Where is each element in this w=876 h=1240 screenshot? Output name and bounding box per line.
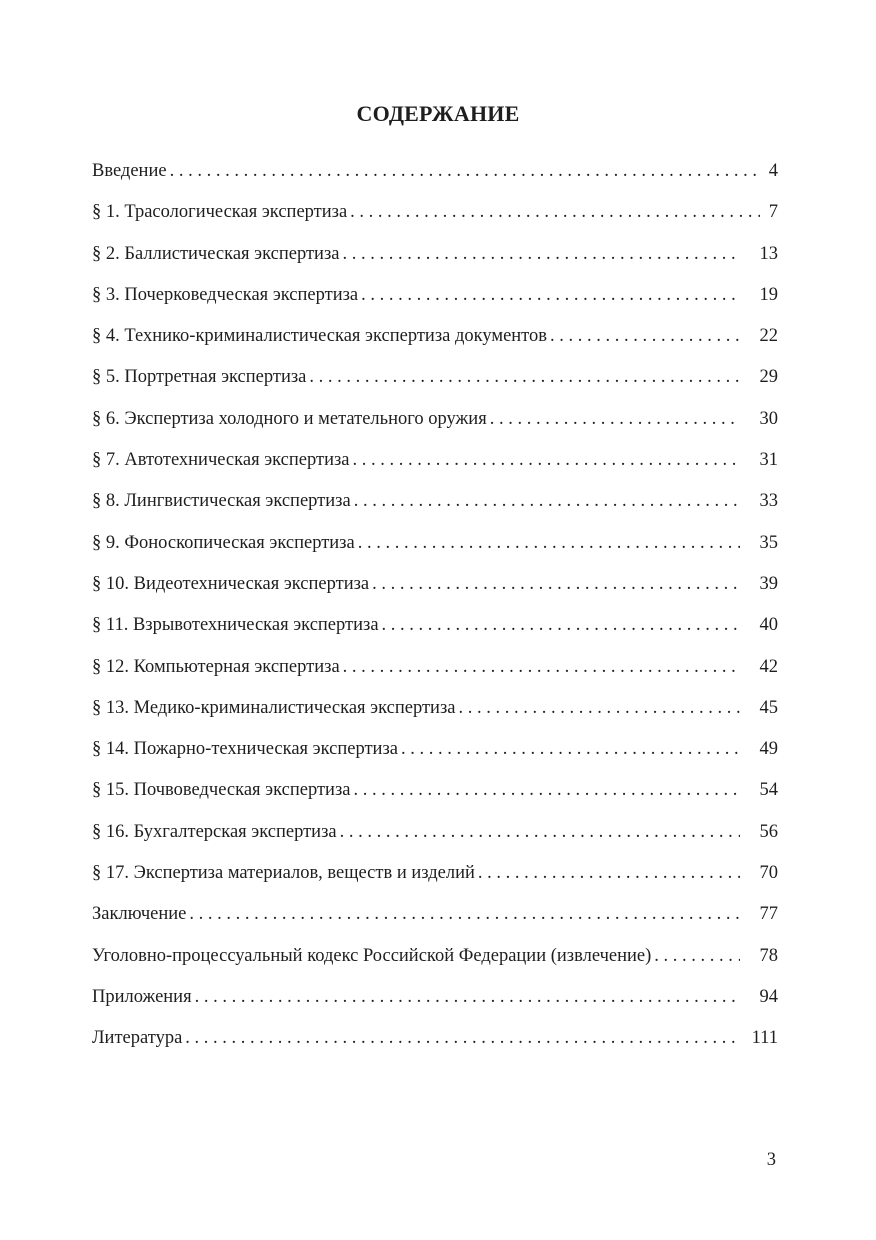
table-of-contents	[92, 157, 778, 1066]
toc-entry-page: 94	[759, 986, 778, 1007]
dot-leader	[195, 983, 740, 1011]
toc-entry[interactable]	[92, 694, 778, 735]
toc-entry[interactable]	[92, 487, 778, 528]
dot-leader	[185, 1024, 740, 1052]
toc-entry-page: 19	[759, 284, 778, 305]
toc-entry-label: § 4. Технико-криминалистическая экспертиза документов	[92, 326, 548, 347]
dot-leader	[343, 653, 740, 681]
toc-entry[interactable]	[92, 446, 778, 487]
dot-leader	[342, 240, 740, 268]
toc-entry-page: 31	[759, 450, 778, 471]
dot-leader	[353, 776, 740, 804]
dot-leader	[340, 818, 740, 846]
dot-leader	[361, 281, 740, 309]
dot-leader	[354, 487, 740, 515]
toc-entry-page: 22	[759, 326, 778, 347]
toc-entry[interactable]	[92, 735, 778, 776]
toc-entry-label: Заключение	[92, 904, 187, 925]
dot-leader	[189, 900, 740, 928]
toc-entry-page: 40	[759, 615, 778, 636]
dot-leader	[358, 529, 740, 557]
toc-entry[interactable]	[92, 529, 778, 570]
dot-leader	[353, 446, 740, 474]
toc-entry-label: § 13. Медико-криминалистическая экспертиза	[92, 697, 456, 718]
toc-entry-page: 111	[751, 1028, 778, 1049]
toc-entry[interactable]	[92, 859, 778, 900]
toc-entry-label: Литература	[92, 1028, 183, 1049]
dot-leader	[550, 322, 740, 350]
toc-entry[interactable]	[92, 157, 778, 198]
toc-entry-page: 29	[759, 367, 778, 388]
toc-entry-page: 7	[768, 202, 778, 223]
toc-entry[interactable]	[92, 405, 778, 446]
dot-leader	[309, 363, 740, 391]
toc-entry-label: Введение	[92, 161, 167, 181]
toc-entry[interactable]	[92, 776, 778, 817]
toc-entry-page: 45	[759, 697, 778, 718]
toc-entry-page: 33	[759, 491, 778, 512]
toc-entry-label: § 9. Фоноскопическая экспертиза	[92, 532, 355, 553]
toc-entry-page: 49	[759, 739, 778, 760]
toc-entry[interactable]	[92, 240, 778, 281]
dot-leader	[372, 570, 740, 598]
toc-entry[interactable]	[92, 900, 778, 941]
toc-entry-page: 54	[759, 780, 778, 801]
toc-entry-page: 56	[759, 821, 778, 842]
toc-entry-page: 78	[759, 945, 778, 966]
toc-entry-label: § 17. Экспертиза материалов, веществ и изделий	[92, 863, 475, 884]
toc-entry-label: Уголовно-процессуальный кодекс Российской Федерации (извлечение)	[92, 945, 652, 966]
toc-entry[interactable]	[92, 281, 778, 322]
toc-entry[interactable]	[92, 818, 778, 859]
dot-leader	[401, 735, 740, 763]
toc-entry-label: § 2. Баллистическая экспертиза	[92, 243, 340, 264]
dot-leader	[458, 694, 740, 722]
dot-leader	[490, 405, 740, 433]
page-number: 3	[766, 1150, 776, 1170]
toc-entry[interactable]	[92, 1024, 778, 1065]
toc-entry-page: 77	[759, 904, 778, 925]
page-title: СОДЕРЖАНИЕ	[356, 101, 520, 126]
toc-entry-page: 35	[759, 532, 778, 553]
toc-entry-label: § 8. Лингвистическая экспертиза	[92, 491, 351, 512]
toc-entry-page: 70	[759, 863, 778, 884]
dot-leader	[478, 859, 740, 887]
toc-entry[interactable]	[92, 322, 778, 363]
toc-entry-page: 42	[759, 656, 778, 677]
toc-entry[interactable]	[92, 942, 778, 983]
toc-entry[interactable]	[92, 611, 778, 652]
toc-entry-label: § 10. Видеотехническая экспертиза	[92, 573, 370, 594]
toc-entry-page: 39	[759, 573, 778, 594]
dot-leader	[382, 611, 740, 639]
dot-leader	[654, 942, 740, 970]
toc-entry-label: § 14. Пожарно-техническая экспертиза	[92, 739, 398, 760]
toc-entry-label: § 3. Почерковедческая экспертиза	[92, 284, 359, 305]
toc-entry-label: § 5. Портретная экспертиза	[92, 367, 307, 388]
toc-entry-page: 4	[768, 161, 778, 181]
toc-entry[interactable]	[92, 653, 778, 694]
toc-entry-label: § 11. Взрывотехническая экспертиза	[92, 615, 379, 636]
toc-entry-label: § 6. Экспертиза холодного и метательного оружия	[92, 408, 487, 429]
toc-entry[interactable]	[92, 570, 778, 611]
dot-leader	[350, 198, 760, 226]
dot-leader	[170, 157, 760, 185]
toc-entry-page: 30	[759, 408, 778, 429]
toc-entry[interactable]	[92, 983, 778, 1024]
toc-entry[interactable]	[92, 198, 778, 239]
toc-entry-label: § 16. Бухгалтерская экспертиза	[92, 821, 337, 842]
toc-entry-label: § 7. Автотехническая экспертиза	[92, 450, 350, 471]
toc-entry-label: § 12. Компьютерная экспертиза	[92, 656, 340, 677]
toc-entry[interactable]	[92, 363, 778, 404]
toc-entry-label: § 1. Трасологическая экспертиза	[92, 202, 348, 223]
toc-entry-label: § 15. Почвоведческая экспертиза	[92, 780, 351, 801]
toc-entry-label: Приложения	[92, 986, 192, 1007]
toc-entry-page: 13	[759, 243, 778, 264]
